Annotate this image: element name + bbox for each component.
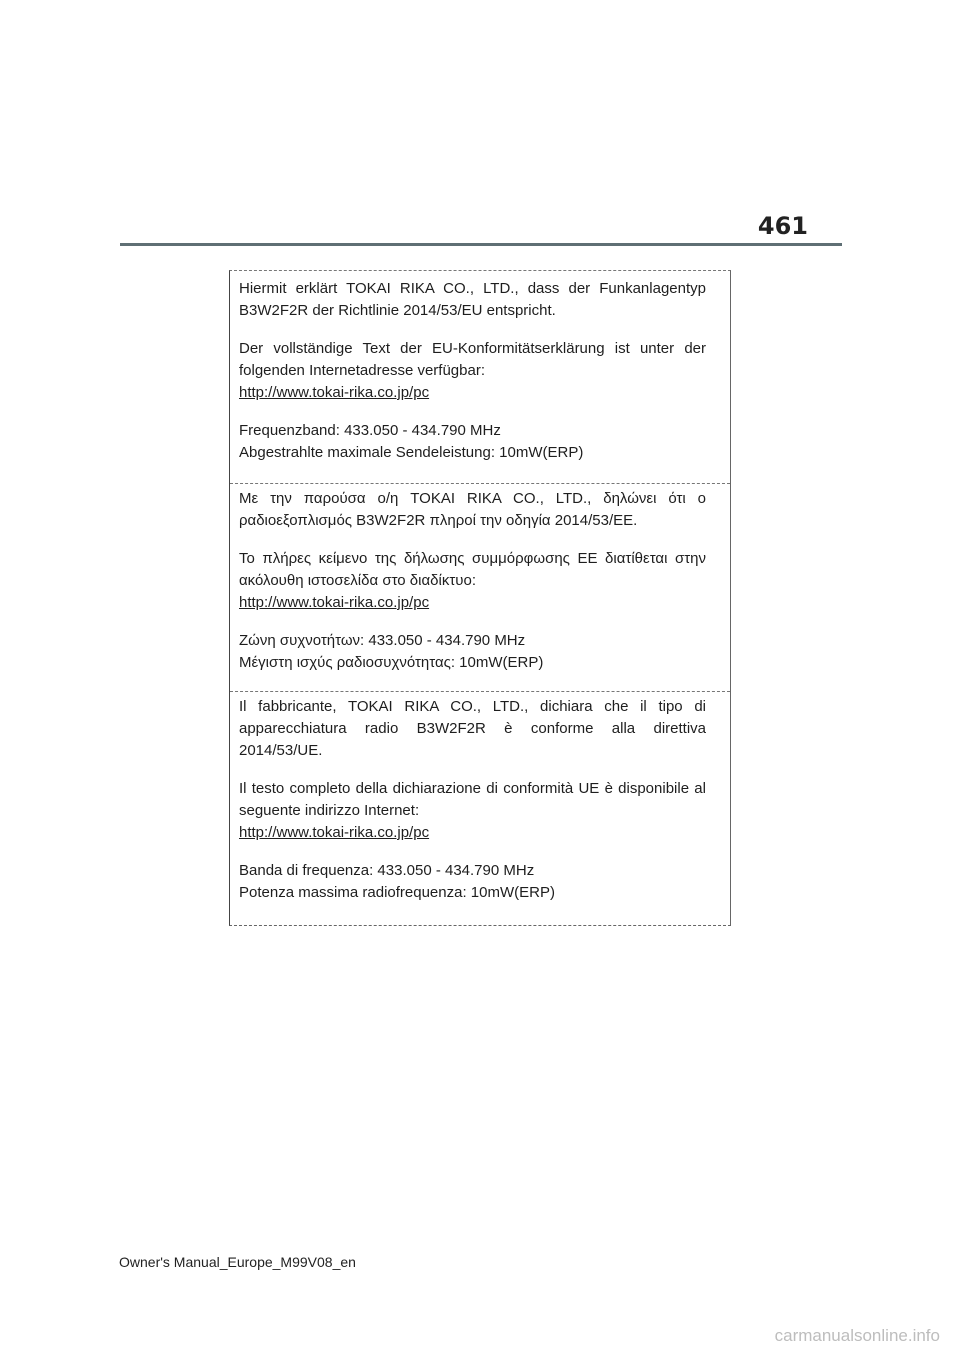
declaration-section-italian (230, 691, 730, 926)
text-line: Hiermit erklärt TOKAI RIKA CO., LTD., dass der Funkanlagentyp (239, 280, 706, 297)
declaration-statement (230, 278, 730, 322)
text-line: ακόλουθη ιστοσελίδα στο διαδίκτυο: (239, 572, 476, 589)
page-number: 461 (757, 212, 808, 240)
text-line: Il fabbricante, TOKAI RIKA CO., LTD., dichiara che il tipo di (239, 698, 706, 715)
declaration-url-link[interactable]: http://www.tokai-rika.co.jp/pc (239, 824, 430, 841)
frequency-info (230, 420, 730, 464)
text-line: ραδιοεξοπλισμός B3W2F2R πληροί την οδηγία 2014/53/ΕΕ. (239, 512, 638, 529)
text-line: Frequenzband: 433.050 - 434.790 MHz (239, 422, 501, 439)
text-line: Μέγιστη ισχύς ραδιοσυχνότητας: 10mW(ERP) (239, 654, 544, 671)
text-line: Il testo completo della dichiarazione di conformità UE è disponibile al (239, 780, 706, 797)
text-line: seguente indirizzo Internet: (239, 802, 420, 819)
text-line: apparecchiatura radio B3W2F2R è conforme alla direttiva (239, 720, 706, 737)
frequency-info (230, 860, 730, 904)
declaration-url-link[interactable]: http://www.tokai-rika.co.jp/pc (239, 594, 430, 611)
text-line: folgenden Internetadresse verfügbar: (239, 362, 485, 379)
frequency-info (230, 630, 730, 674)
watermark: carmanualsonline.info (774, 1326, 940, 1345)
declaration-section-greek (230, 483, 730, 692)
text-line: 2014/53/UE. (239, 742, 323, 759)
declaration-box (229, 270, 731, 926)
declaration-url-link[interactable]: http://www.tokai-rika.co.jp/pc (239, 384, 430, 401)
declaration-statement (230, 488, 730, 532)
text-line: Banda di frequenza: 433.050 - 434.790 MHz (239, 862, 535, 879)
text-line: Potenza massima radiofrequenza: 10mW(ERP) (239, 884, 555, 901)
text-line: Der vollständige Text der EU-Konformitätserklärung ist unter der (239, 340, 706, 357)
text-line: Ζώνη συχνοτήτων: 433.050 - 434.790 MHz (239, 632, 526, 649)
availability-text (230, 338, 730, 404)
availability-text (230, 778, 730, 844)
footer-document-id: Owner's Manual_Europe_M99V08_en (119, 1254, 356, 1270)
text-line: B3W2F2R der Richtlinie 2014/53/EU entspricht. (239, 302, 556, 319)
text-line: Το πλήρες κείμενο της δήλωσης συμμόρφωσης ΕΕ διατίθεται στην (239, 550, 706, 567)
declaration-statement (230, 696, 730, 762)
header-rule (120, 243, 842, 246)
text-line: Με την παρούσα ο/η TOKAI RIKA CO., LTD., δηλώνει ότι ο (239, 490, 706, 507)
declaration-section-german (230, 271, 730, 483)
availability-text (230, 548, 730, 614)
text-line: Abgestrahlte maximale Sendeleistung: 10mW(ERP) (239, 444, 584, 461)
